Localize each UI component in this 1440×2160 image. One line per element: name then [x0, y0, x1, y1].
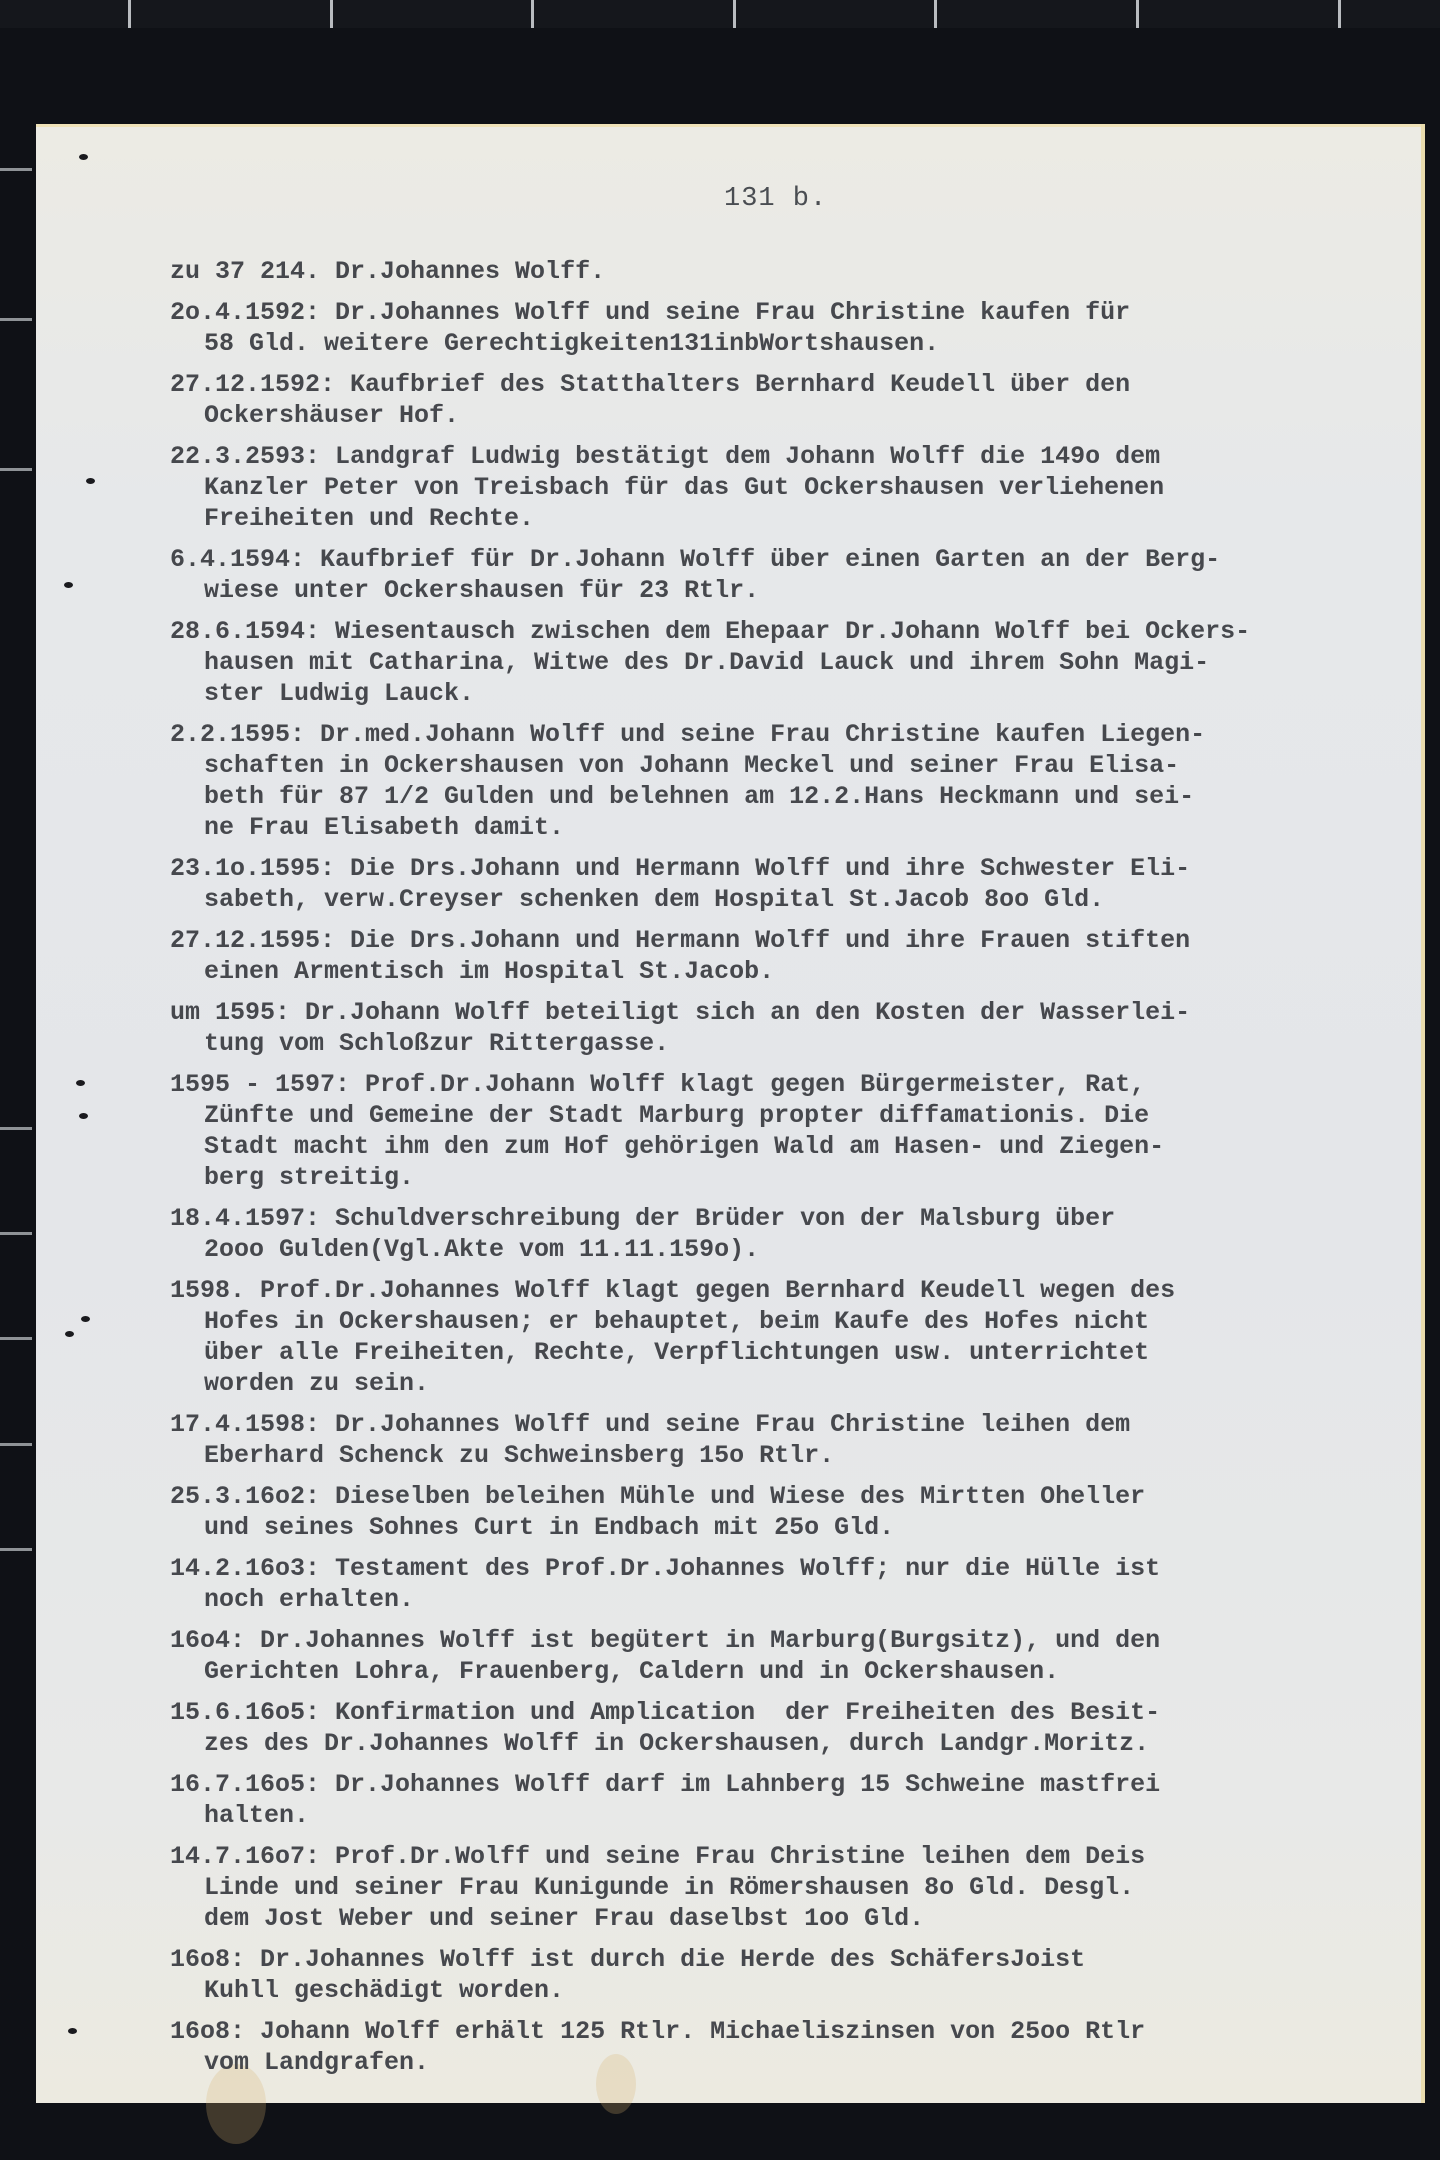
entry-continuation-line: Ockershäuser Hof. — [204, 401, 460, 430]
entry-continuation-line: sabeth, verw.Creyser schenken dem Hospital St.Jacob 8oo Gld. — [204, 885, 1105, 914]
ruler-tick-left — [0, 318, 32, 321]
chronology-entry — [170, 1697, 1380, 1759]
margin-dot — [68, 2028, 77, 2034]
margin-dot — [65, 1331, 74, 1337]
entry-first-line: 15.6.16o5: Konfirmation und Amplication der Freiheiten des Besit- — [170, 1698, 1161, 1727]
entry-continuation-line: worden zu sein. — [204, 1369, 430, 1398]
entry-first-line: 16o8: Dr.Johannes Wolff ist durch die Herde des SchäfersJoist — [170, 1945, 1086, 1974]
margin-dot — [86, 478, 95, 484]
ruler-tick — [934, 0, 937, 28]
chronology-entry — [170, 1409, 1380, 1471]
chronology-entry — [170, 853, 1380, 915]
entry-first-line: 14.2.16o3: Testament des Prof.Dr.Johannes Wolff; nur die Hülle ist — [170, 1554, 1161, 1583]
ruler-tick — [531, 0, 534, 28]
chronology-entry — [170, 1481, 1380, 1543]
entry-continuation-line: dem Jost Weber und seiner Frau daselbst 1oo Gld. — [204, 1904, 925, 1933]
entry-continuation-line: zes des Dr.Johannes Wolff in Ockershausen, durch Landgr.Moritz. — [204, 1729, 1150, 1758]
ruler-tick — [1338, 0, 1341, 28]
entry-continuation-line: Kanzler Peter von Treisbach für das Gut Ockershausen verliehenen — [204, 473, 1165, 502]
chronology-entry — [170, 1553, 1380, 1615]
entry-continuation-line: hausen mit Catharina, Witwe des Dr.David Lauck und ihrem Sohn Magi- — [204, 648, 1210, 677]
margin-dot — [79, 1113, 88, 1119]
ruler-tick-left — [0, 1548, 32, 1551]
entry-continuation-line: und seines Sohnes Curt in Endbach mit 25o Gld. — [204, 1513, 895, 1542]
entry-first-line: 27.12.1592: Kaufbrief des Statthalters Bernhard Keudell über den — [170, 370, 1131, 399]
entry-continuation-line: ne Frau Elisabeth damit. — [204, 813, 565, 842]
chronology-entry — [170, 441, 1380, 534]
margin-dot — [76, 1080, 85, 1086]
ruler-tick — [733, 0, 736, 28]
entry-first-line: 1595 - 1597: Prof.Dr.Johann Wolff klagt gegen Bürgermeister, Rat, — [170, 1070, 1146, 1099]
entry-continuation-line: halten. — [204, 1801, 310, 1830]
document-heading: zu 37 214. Dr.Johannes Wolff. — [170, 257, 606, 286]
entry-continuation-line: über alle Freiheiten, Rechte, Verpflichtungen usw. unterrichtet — [204, 1338, 1150, 1367]
ruler-tick-left — [0, 468, 32, 471]
chronology-entry — [170, 2016, 1380, 2078]
entry-continuation-line: 58 Gld. weitere Gerechtigkeiten131inbWortshausen. — [204, 329, 940, 358]
ruler-tick — [1136, 0, 1139, 28]
page-number: 131 b. — [724, 184, 828, 214]
entry-first-line: um 1595: Dr.Johann Wolff beteiligt sich an den Kosten der Wasserlei- — [170, 998, 1191, 1027]
entry-first-line: 6.4.1594: Kaufbrief für Dr.Johann Wolff über einen Garten an der Berg- — [170, 545, 1221, 574]
entry-first-line: 28.6.1594: Wiesentausch zwischen dem Ehepaar Dr.Johann Wolff bei Ockers- — [170, 617, 1251, 646]
ruler-tick — [128, 0, 131, 28]
ruler-tick-left — [0, 1337, 32, 1340]
document-body — [170, 256, 1380, 2088]
entry-first-line: 17.4.1598: Dr.Johannes Wolff und seine Frau Christine leihen dem — [170, 1410, 1131, 1439]
entry-continuation-line: tung vom Schloßzur Rittergasse. — [204, 1029, 670, 1058]
entry-continuation-line: berg streitig. — [204, 1163, 415, 1192]
chronology-entry — [170, 1069, 1380, 1193]
margin-dot — [64, 582, 73, 588]
ruler-tick-left — [0, 1127, 32, 1130]
entry-continuation-line: vom Landgrafen. — [204, 2048, 430, 2077]
entry-continuation-line: 2ooo Gulden(Vgl.Akte vom 11.11.159o). — [204, 1235, 760, 1264]
entry-first-line: 16o8: Johann Wolff erhält 125 Rtlr. Michaeliszinsen von 25oo Rtlr — [170, 2017, 1146, 2046]
entry-continuation-line: noch erhalten. — [204, 1585, 415, 1614]
chronology-entry — [170, 544, 1380, 606]
chronology-entry — [170, 997, 1380, 1059]
ruler-tick-left — [0, 1232, 32, 1235]
entry-first-line: 22.3.2593: Landgraf Ludwig bestätigt dem Johann Wolff die 149o dem — [170, 442, 1161, 471]
entry-first-line: 23.1o.1595: Die Drs.Johann und Hermann Wolff und ihre Schwester Eli- — [170, 854, 1191, 883]
entry-continuation-line: wiese unter Ockershausen für 23 Rtlr. — [204, 576, 760, 605]
entry-first-line: 2o.4.1592: Dr.Johannes Wolff und seine Frau Christine kaufen für — [170, 298, 1131, 327]
scanner-top-band — [0, 0, 1440, 28]
entry-continuation-line: Kuhll geschädigt worden. — [204, 1976, 565, 2005]
chronology-entry — [170, 719, 1380, 843]
ruler-tick-left — [0, 1443, 32, 1446]
entry-first-line: 18.4.1597: Schuldverschreibung der Brüder von der Malsburg über — [170, 1204, 1116, 1233]
entry-continuation-line: Linde und seiner Frau Kunigunde in Römershausen 8o Gld. Desgl. — [204, 1873, 1135, 1902]
chronology-entry — [170, 925, 1380, 987]
chronology-entry — [170, 1841, 1380, 1934]
entry-first-line: 2.2.1595: Dr.med.Johann Wolff und seine Frau Christine kaufen Liegen- — [170, 720, 1206, 749]
entry-continuation-line: Hofes in Ockershausen; er behauptet, beim Kaufe des Hofes nicht — [204, 1307, 1150, 1336]
chronology-entry — [170, 1625, 1380, 1687]
chronology-entry — [170, 1944, 1380, 2006]
entry-continuation-line: schaften in Ockershausen von Johann Meckel und seiner Frau Elisa- — [204, 751, 1180, 780]
chronology-entry — [170, 297, 1380, 359]
chronology-entry — [170, 616, 1380, 709]
margin-dot — [81, 1316, 90, 1322]
entry-continuation-line: einen Armentisch im Hospital St.Jacob. — [204, 957, 775, 986]
entry-continuation-line: Gerichten Lohra, Frauenberg, Caldern und in Ockershausen. — [204, 1657, 1060, 1686]
chronology-entry — [170, 1275, 1380, 1399]
entry-continuation-line: Freiheiten und Rechte. — [204, 504, 535, 533]
entry-first-line: 27.12.1595: Die Drs.Johann und Hermann Wolff und ihre Frauen stiften — [170, 926, 1191, 955]
chronology-entry — [170, 1769, 1380, 1831]
entry-first-line: 16.7.16o5: Dr.Johannes Wolff darf im Lahnberg 15 Schweine mastfrei — [170, 1770, 1161, 1799]
entry-continuation-line: Stadt macht ihm den zum Hof gehörigen Wald am Hasen- und Ziegen- — [204, 1132, 1165, 1161]
entry-first-line: 16o4: Dr.Johannes Wolff ist begütert in Marburg(Burgsitz), und den — [170, 1626, 1161, 1655]
entry-first-line: 25.3.16o2: Dieselben beleihen Mühle und Wiese des Mirtten Oheller — [170, 1482, 1146, 1511]
chronology-entry — [170, 1203, 1380, 1265]
entry-continuation-line: ster Ludwig Lauck. — [204, 679, 475, 708]
entry-continuation-line: Eberhard Schenck zu Schweinsberg 15o Rtlr. — [204, 1441, 835, 1470]
entry-continuation-line: beth für 87 1/2 Gulden und belehnen am 12.2.Hans Heckmann und sei- — [204, 782, 1195, 811]
entry-first-line: 1598. Prof.Dr.Johannes Wolff klagt gegen Bernhard Keudell wegen des — [170, 1276, 1176, 1305]
entry-list — [170, 297, 1380, 2078]
ruler-tick-left — [0, 168, 32, 171]
entry-first-line: 14.7.16o7: Prof.Dr.Wolff und seine Frau Christine leihen dem Deis — [170, 1842, 1146, 1871]
chronology-entry — [170, 369, 1380, 431]
margin-dot — [79, 154, 88, 160]
ruler-tick — [330, 0, 333, 28]
entry-continuation-line: Zünfte und Gemeine der Stadt Marburg propter diffamationis. Die — [204, 1101, 1150, 1130]
